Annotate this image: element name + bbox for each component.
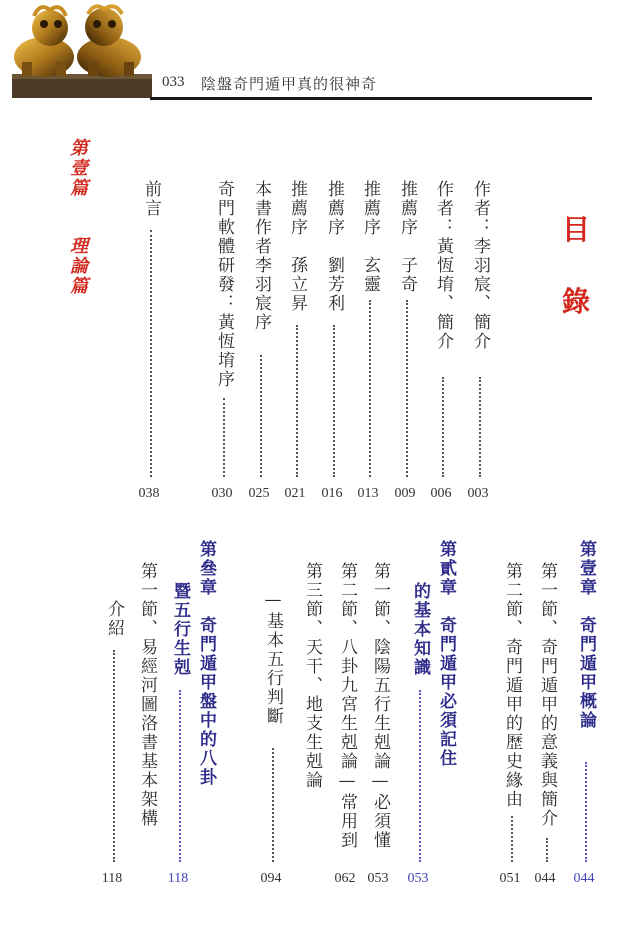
chapter-page: 044 <box>573 871 595 886</box>
toc-entry-page: 053 <box>367 871 389 886</box>
toc-entry-page: 051 <box>499 871 521 886</box>
toc-leader-dots <box>260 355 262 477</box>
toc-entry-label[interactable]: 作者：李羽宸、簡介 <box>470 180 490 351</box>
toc-entry-page: 118 <box>101 871 123 886</box>
toc-entry-page: 016 <box>321 486 343 501</box>
toc-entry-label[interactable]: 奇門軟體研發：黃恆堉序 <box>214 180 234 389</box>
toc-entry-label[interactable]: 本書作者李羽宸序 <box>251 180 271 332</box>
page-number: 033 <box>162 74 185 90</box>
toc-entry-label[interactable]: 推薦序 孫立昇 <box>287 180 307 313</box>
toc-entry-page: 013 <box>357 486 379 501</box>
toc-entry-page: 006 <box>430 486 452 501</box>
toc-leader-dots <box>479 377 481 477</box>
chapter-title[interactable]: 第壹章 奇門遁甲概論 <box>576 540 596 730</box>
toc-entry-page: 003 <box>467 486 489 501</box>
toc-leader-dots <box>223 398 225 477</box>
toc-leader-dots <box>272 748 274 862</box>
toc-entry-label[interactable]: 第二節、奇門遁甲的歷史緣由 <box>502 562 522 809</box>
chapter-title[interactable]: 第叄章 奇門遁甲盤中的八卦 <box>196 540 216 787</box>
part-label: 第壹篇 <box>67 138 88 198</box>
qilin-statue-image <box>4 2 154 100</box>
toc-entry-label[interactable]: 作者：黃恆堉、簡介 <box>433 180 453 351</box>
toc-entry-label[interactable]: 推薦序 子奇 <box>397 180 417 294</box>
chapter-page: 053 <box>407 871 429 886</box>
toc-leader-dots <box>369 300 371 477</box>
toc-entry-page: 025 <box>248 486 270 501</box>
toc-heading-char-1: 目 <box>562 213 591 246</box>
part-title: 理論篇 <box>67 236 88 296</box>
chapter-page: 118 <box>167 871 189 886</box>
toc-entry-label[interactable]: 第一節、陰陽五行生剋論—必須懂 <box>370 562 390 850</box>
toc-entry-page: 094 <box>260 871 282 886</box>
toc-leader-dots <box>546 838 548 862</box>
toc-leader-dots <box>150 230 152 477</box>
toc-entry-page: 038 <box>138 486 160 501</box>
toc-leader-dots <box>419 690 421 862</box>
toc-leader-dots <box>333 325 335 477</box>
toc-entry-label-line2: 介紹 <box>104 600 124 638</box>
header-rule <box>150 97 592 100</box>
toc-leader-dots <box>442 377 444 477</box>
chapter-title[interactable]: 第貳章 奇門遁甲必須記住 <box>436 540 456 768</box>
chapter-title-line2: 的基本知識 <box>410 582 430 677</box>
toc-entry-label[interactable]: 第一節、奇門遁甲的意義與簡介 <box>537 562 557 828</box>
toc-entry-page: 009 <box>394 486 416 501</box>
toc-leader-dots <box>296 325 298 477</box>
chapter-title-line2: 暨五行生剋 <box>170 582 190 677</box>
toc-entry-label[interactable]: 第二節、八卦九宮生剋論—常用到 <box>337 562 357 850</box>
toc-entry-page: 062 <box>334 871 356 886</box>
toc-heading-char-2: 錄 <box>562 285 591 318</box>
toc-entry-label[interactable]: 第三節、天干、地支生剋論 <box>302 562 322 790</box>
toc-entry-label[interactable]: 前言 <box>141 180 161 218</box>
toc-leader-dots <box>179 690 181 862</box>
toc-entry-label-line2: —基本五行判斷 <box>263 590 283 726</box>
toc-entry-label[interactable]: 第一節、易經河圖洛書基本架構 <box>137 562 157 828</box>
toc-leader-dots <box>511 816 513 862</box>
toc-entry-page: 044 <box>534 871 556 886</box>
toc-entry-label[interactable]: 推薦序 玄靈 <box>360 180 380 294</box>
toc-entry-page: 030 <box>211 486 233 501</box>
toc-leader-dots <box>113 650 115 862</box>
toc-leader-dots <box>406 300 408 477</box>
toc-entry-label[interactable]: 推薦序 劉芳利 <box>324 180 344 313</box>
toc-leader-dots <box>585 762 587 862</box>
running-title: 陰盤奇門遁甲真的很神奇 <box>201 75 378 93</box>
page-header <box>0 0 641 110</box>
toc-entry-page: 021 <box>284 486 306 501</box>
